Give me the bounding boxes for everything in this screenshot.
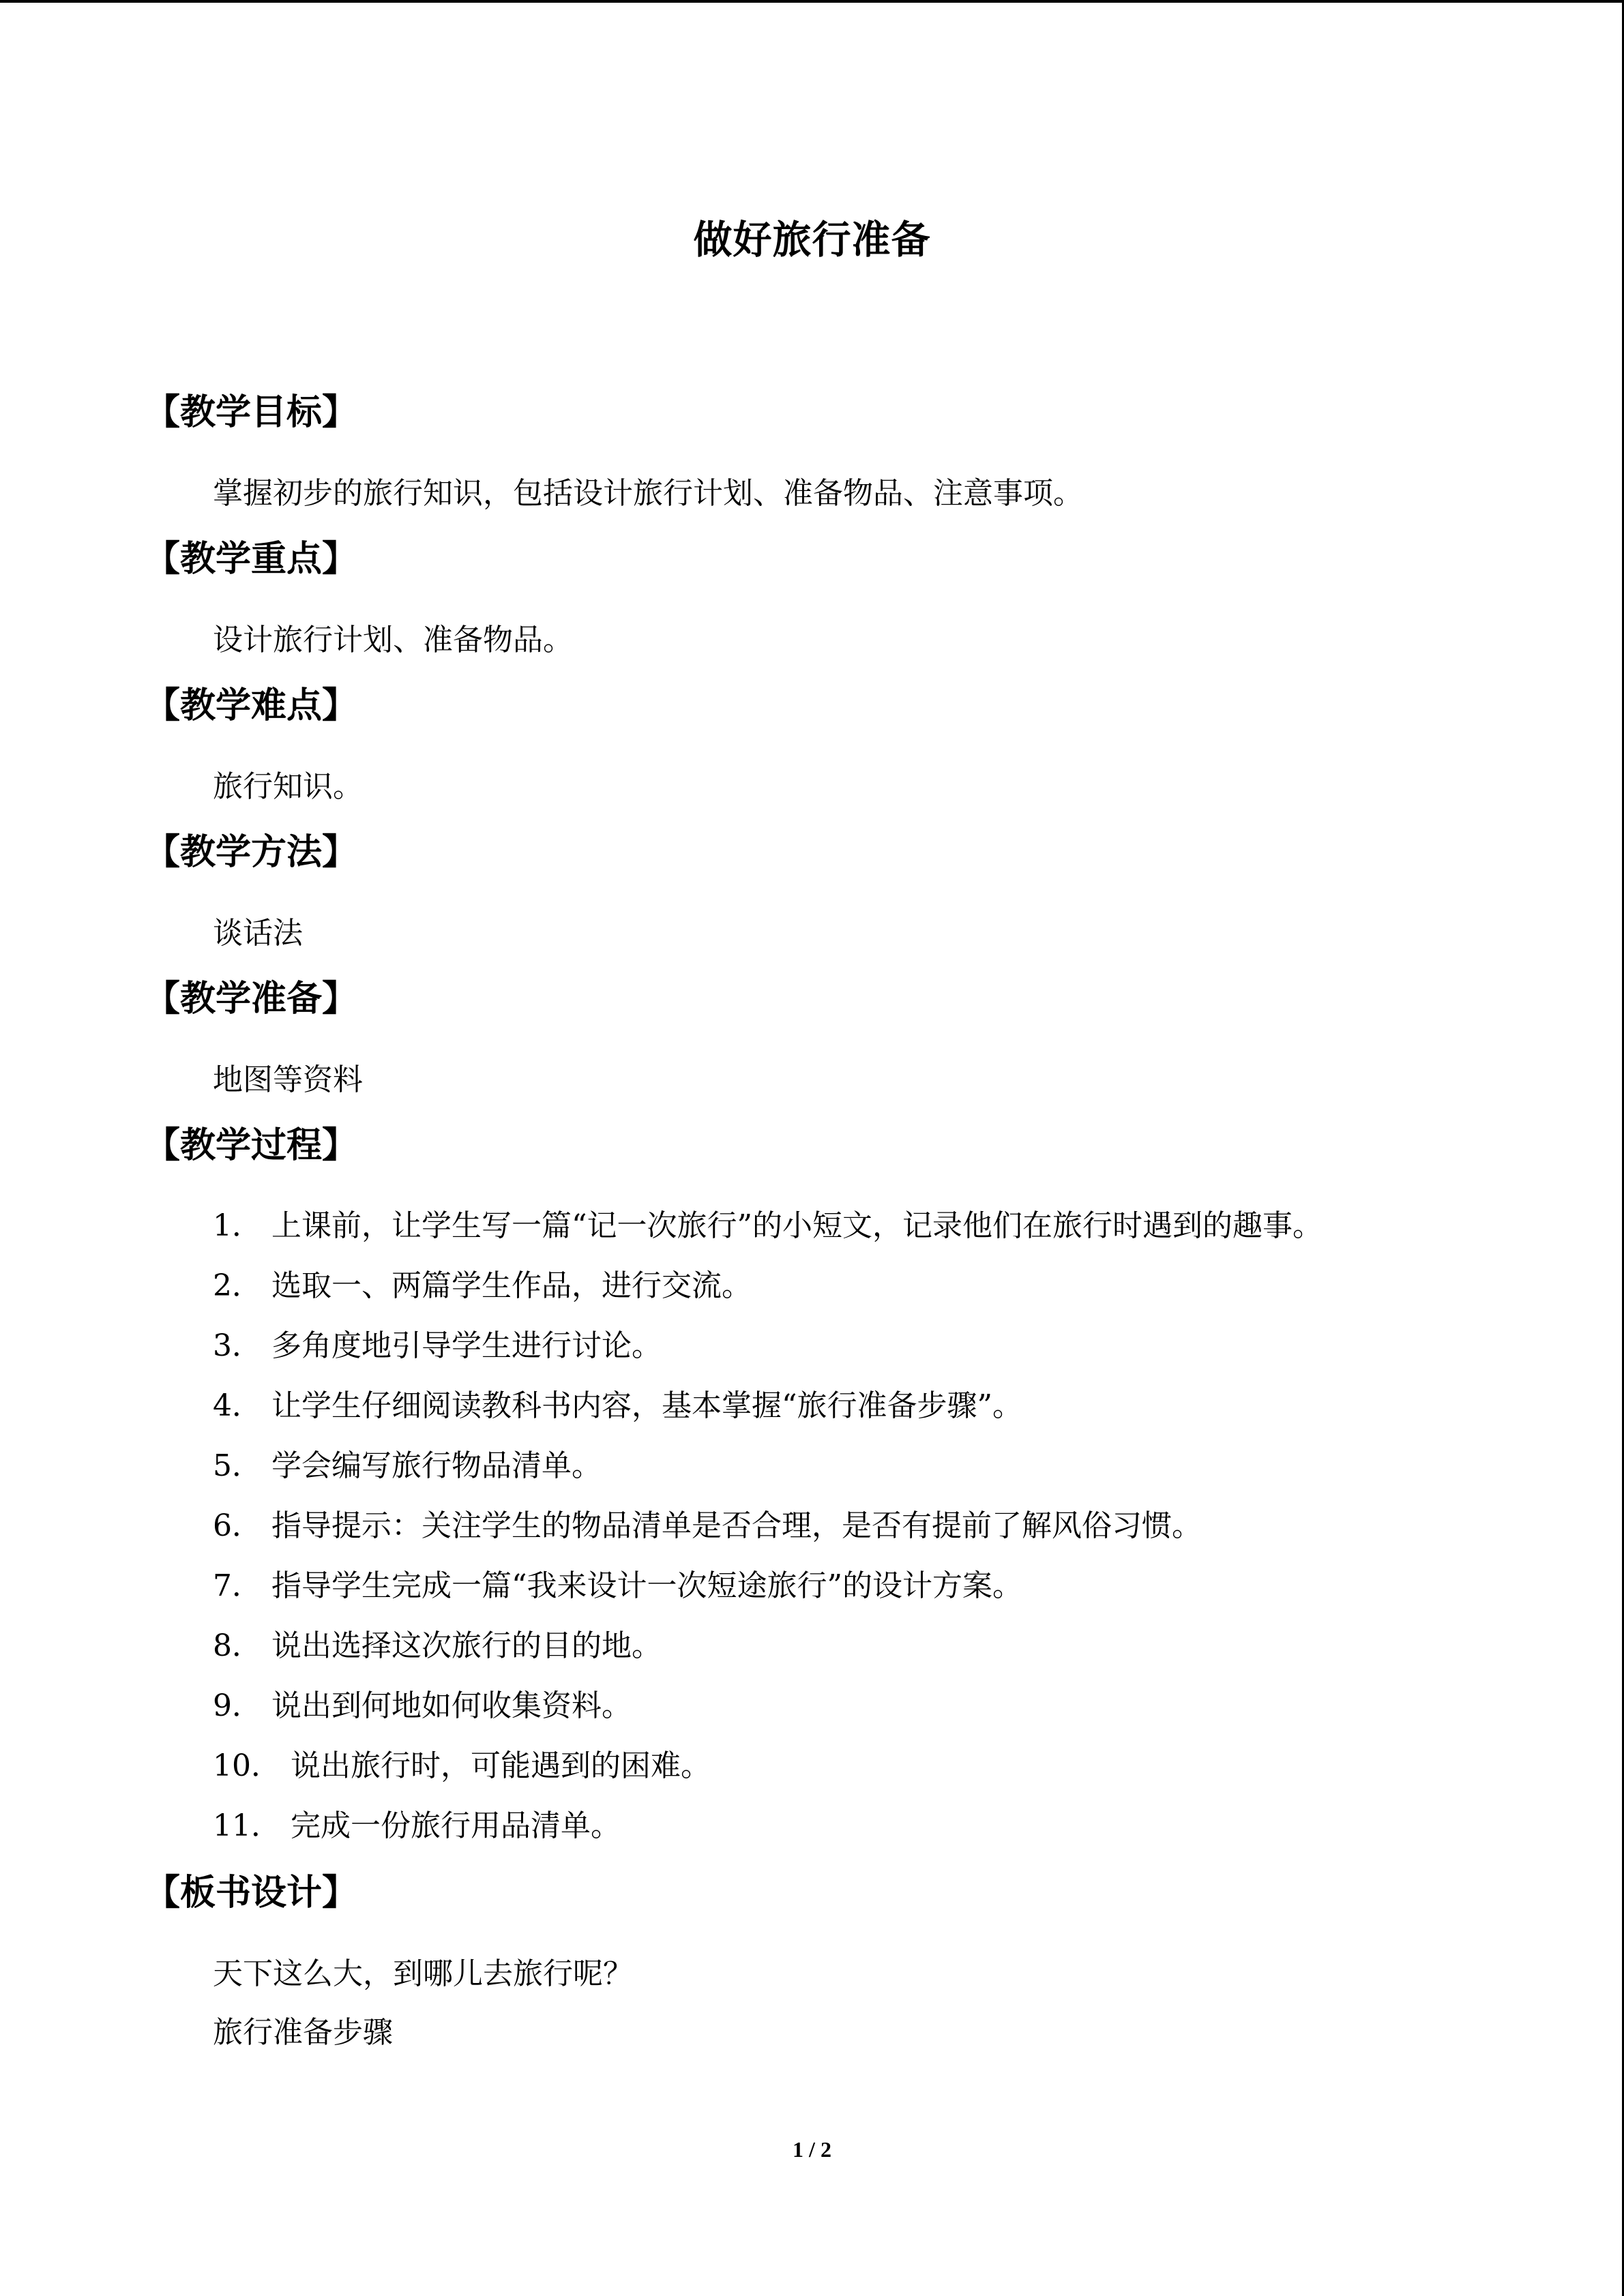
step-number: 2． [213,1268,262,1303]
step-number: 3． [213,1328,262,1363]
step-number: 6． [213,1508,262,1543]
step-text: 指导学生完成一篇“我来设计一次短途旅行”的设计方案。 [271,1568,1022,1603]
step-text: 指导提示：关注学生的物品清单是否合理，是否有提前了解风俗习惯。 [271,1508,1202,1543]
section-heading-key-points: 【教学重点】 [145,539,358,580]
section-heading-methods: 【教学方法】 [145,832,358,873]
section-heading-preparation: 【教学准备】 [145,979,358,1019]
process-step [213,1746,711,1787]
step-number: 11． [213,1808,281,1843]
page-indicator: 1 / 2 [793,2137,831,2162]
step-text: 上课前，让学生写一篇“记一次旅行”的小短文，记录他们在旅行时遇到的趣事。 [271,1208,1323,1243]
step-number: 8． [213,1628,262,1663]
section-heading-board-design: 【板书设计】 [145,1873,358,1913]
step-number: 4． [213,1388,262,1423]
section-heading-objectives: 【教学目标】 [145,392,358,433]
step-text: 让学生仔细阅读教科书内容，基本掌握“旅行准备步骤”。 [271,1388,1022,1423]
step-text: 说出到何地如何收集资料。 [271,1688,632,1723]
step-number: 10． [213,1748,281,1783]
methods-text: 谈话法 [213,916,303,951]
process-step [213,1266,752,1307]
section-heading-difficulties: 【教学难点】 [145,685,358,726]
step-number: 1． [213,1208,262,1243]
step-number: 5． [213,1448,262,1483]
process-step [213,1806,621,1847]
process-step [213,1206,1323,1247]
step-text: 完成一份旅行用品清单。 [291,1808,621,1843]
key-points-text: 设计旅行计划、准备物品。 [213,623,573,657]
board-design-line: 旅行准备步骤 [213,2015,393,2050]
page-top-border [0,0,1624,3]
process-step [213,1626,662,1667]
step-text: 选取一、两篇学生作品，进行交流。 [271,1268,752,1303]
step-text: 多角度地引导学生进行讨论。 [271,1328,662,1363]
step-text: 说出选择这次旅行的目的地。 [271,1628,662,1663]
process-step [213,1506,1202,1547]
process-step [213,1326,662,1367]
step-text: 说出旅行时，可能遇到的困难。 [291,1748,711,1783]
preparation-text: 地图等资料 [213,1062,363,1097]
board-design-line: 天下这么大，到哪儿去旅行呢？ [213,1956,633,1991]
step-text: 学会编写旅行物品清单。 [271,1448,602,1483]
process-step [213,1386,1022,1427]
step-number: 7． [213,1568,262,1603]
process-step [213,1686,632,1727]
section-heading-process: 【教学过程】 [145,1125,358,1166]
step-number: 9． [213,1688,262,1723]
document-title: 做好旅行准备 [693,218,931,263]
difficulties-text: 旅行知识。 [213,769,363,804]
process-step [213,1446,602,1487]
process-step [213,1566,1022,1607]
objectives-text: 掌握初步的旅行知识，包括设计旅行计划、准备物品、注意事项。 [213,476,1083,511]
